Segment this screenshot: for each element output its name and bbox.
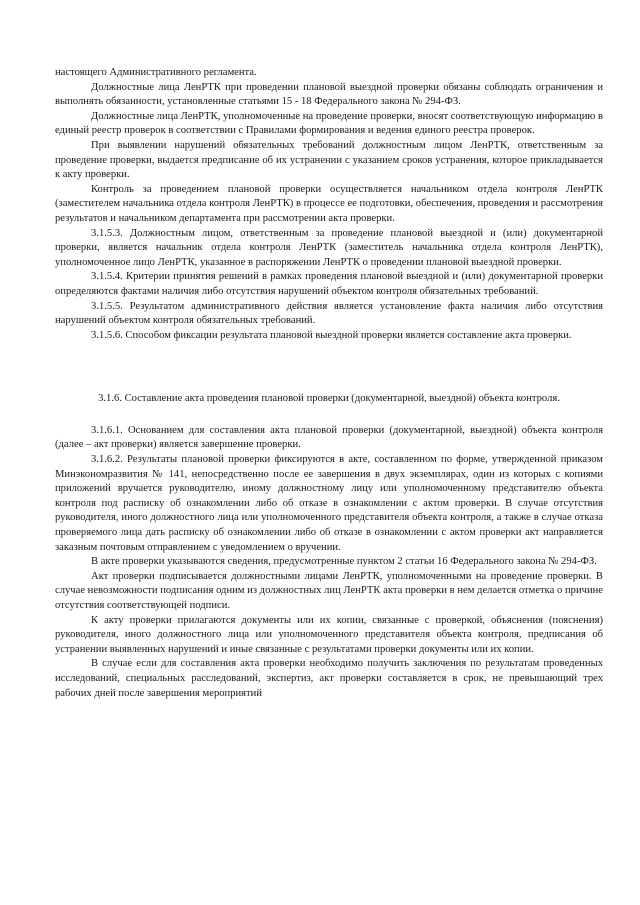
section-spacer <box>55 343 603 392</box>
paragraph: Контроль за проведением плановой проверки осуществляется начальником отдела контроля ЛенРТК (заместителем начальника отдела контроля ЛенРТК) в процессе ее подготовки, обеспечения, проведения и рассмотрения результатов и начальником департамента при рассмотрении акта проверки. <box>55 183 603 224</box>
paragraph: Должностные лица ЛенРТК при проведении плановой выездной проверки обязаны соблюдать ограничения и выполнять обязанности, установленные статьями 15 - 18 Федерального закона № 294-ФЗ. <box>55 81 603 108</box>
paragraph-3-1-5-5: 3.1.5.5. Результатом административного действия является установление факта наличия либо отсутствия нарушений объектом контроля обязательных требований. <box>55 300 603 327</box>
paragraph-3-1-6-2: 3.1.6.2. Результаты плановой проверки фиксируются в акте, составленном по форме, утвержденной приказом Минэкономразвития № 141, непосредственно после ее завершения в двух экземплярах, один из которых с копиями приложений вручается руководителю, иному должностному лицу или уполномоченному представителю объекта контроля под расписку об ознакомлении либо об отказе в ознакомлении с актом проверки. В случае отсутствия руководителя, иного должностного лица или уполномоченного представителя объекта контроля, а также в случае отказа проверяемого лица дать расписку об ознакомлении либо об отказе в ознакомлении с актом проверки акт направляется заказным почтовым отправлением с уведомлением о вручении. <box>55 454 603 553</box>
paragraph-continuation: настоящего Административного регламента. <box>55 67 257 78</box>
paragraph-3-1-5-6: 3.1.5.6. Способом фиксации результата плановой выездной проверки является составление акта проверки. <box>91 329 572 341</box>
paragraph-3-1-6-1: 3.1.6.1. Основанием для составления акта плановой проверки (документарной, выездной) объекта контроля (далее – акт проверки) является завершение проверки. <box>55 424 603 451</box>
paragraph-3-1-5-4: 3.1.5.4. Критерии принятия решений в рамках проведения плановой выездной и (или) документарной проверки определяются фактами наличия либо отсутствия нарушений объектом контроля обязательных требований. <box>55 271 603 297</box>
paragraph: При выявлении нарушений обязательных требований должностным лицом ЛенРТК, ответственным за проведение проверки, выдается предписание об их устранении с указанием сроков устранения, которое прикладывается к акту проверки. <box>55 139 603 181</box>
section-heading: 3.1.6. Составление акта проведения плановой проверки (документарной, выездной) объекта контроля. <box>98 393 560 405</box>
document-body <box>55 66 603 701</box>
paragraph: Должностные лица ЛенРТК, уполномоченные на проведение проверки, вносят соответствующую информацию в единый реестр проверок в соответствии с Правилами формирования и ведения единого реестра проверок. <box>55 110 603 137</box>
paragraph: В случае если для составления акта проверки необходимо получить заключения по результатам проведенных исследований, специальных расследований, экспертиз, акт проверки составляется в срок, не превышающий трех рабочих дней после завершения мероприятий <box>55 658 603 699</box>
paragraph: Акт проверки подписывается должностными лицами ЛенРТК, уполномоченными на проведение проверки. В случае невозможности подписания одним из должностных лиц ЛенРТК акта проверки в нем делается отметка о причине отсутствия соответствующей подписи. <box>55 570 603 611</box>
paragraph-3-1-5-3: 3.1.5.3. Должностным лицом, ответственным за проведение плановой выездной и (или) документарной проверки, является начальник отдела контроля ЛенРТК (заместитель начальника отдела контроля ЛенРТК), уполномоченное лицо ЛенРТК, указанное в распоряжении ЛенРТК о проведении плановой выездной проверки. <box>55 227 603 268</box>
paragraph: К акту проверки прилагаются документы или их копии, связанные с проверкой, объяснения (пояснения) руководителя, иного должностного лица или уполномоченного представителя объекта контроля, предписания об устранении выявленных нарушений и иные связанные с результатами проверки документы или их копии. <box>55 614 603 655</box>
section-spacer <box>55 407 603 424</box>
paragraph: В акте проверки указываются сведения, предусмотренные пунктом 2 статьи 16 Федерального закона № 294-ФЗ. <box>91 556 597 568</box>
